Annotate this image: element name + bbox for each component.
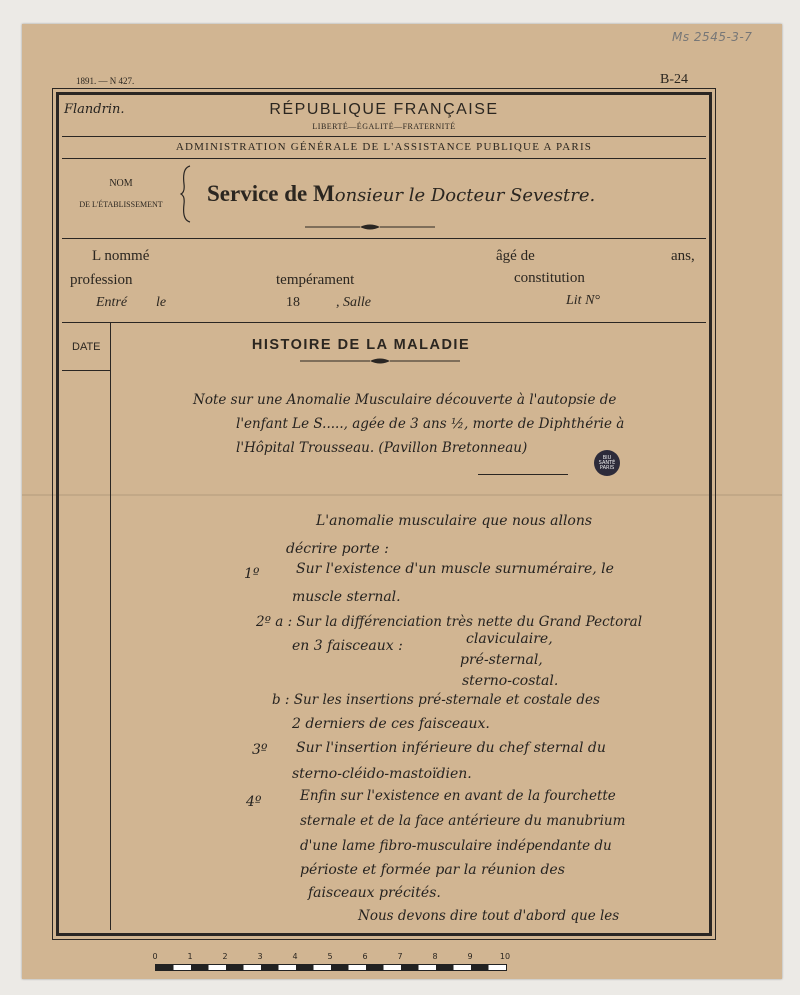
field-salle: , Salle: [336, 295, 371, 310]
service-printed: Service de M: [207, 181, 335, 206]
body-line-4: muscle sternal.: [292, 589, 401, 605]
label-etablissement: DE L'ÉTABLISSEMENT: [79, 200, 163, 209]
header-motto: LIBERTÉ—ÉGALITÉ—FRATERNITÉ: [312, 122, 456, 131]
item-number-4: 4º: [246, 794, 262, 810]
form-number: 1891. — N 427.: [76, 76, 135, 86]
body-line-10: b : Sur les insertions pré-sternale et costale des: [272, 692, 600, 708]
body-line-5: 2º a : Sur la différenciation très nette du Grand Pectoral: [256, 614, 643, 630]
ruler-label: 10: [499, 952, 511, 961]
body-line-15: sternale et de la face antérieure du manubrium: [300, 813, 626, 829]
field-nomme: L nommé: [92, 248, 150, 264]
field-profession: profession: [70, 272, 133, 288]
fields-divider: [62, 322, 706, 323]
date-underline: [62, 370, 110, 371]
body-line-12: Sur l'insertion inférieure du chef sternal du: [296, 740, 606, 756]
date-column-divider: [110, 322, 111, 930]
section-title: HISTOIRE DE LA MALADIE: [251, 337, 471, 353]
field-constitution: constitution: [514, 270, 585, 286]
ruler-label: 4: [292, 952, 298, 961]
item-number-1: 1º: [244, 566, 260, 582]
title-ornament: [300, 356, 460, 366]
body-line-8: pré-sternal,: [460, 652, 543, 668]
note-line-1: Note sur une Anomalie Musculaire découverte à l'autopsie de: [193, 392, 617, 408]
scale-ruler: [152, 952, 511, 974]
field-entre: Entré: [96, 295, 128, 310]
body-line-7: claviculaire,: [466, 631, 553, 647]
header-divider-2: [62, 158, 706, 159]
header-annotation: Flandrin.: [64, 102, 125, 117]
establishment-divider: [62, 238, 706, 239]
field-temperament: tempérament: [276, 272, 355, 288]
field-ans: ans,: [671, 248, 695, 264]
service-line: [207, 181, 595, 207]
body-line-9: sterno-costal.: [462, 673, 559, 689]
body-line-14: Enfin sur l'existence en avant de la fourchette: [300, 788, 616, 804]
archive-reference: Ms 2545-3-7: [672, 30, 753, 44]
ruler-label: 6: [362, 952, 368, 961]
body-line-3: Sur l'existence d'un muscle surnuméraire, le: [296, 561, 614, 577]
body-line-17: périoste et formée par la réunion des: [300, 862, 565, 878]
field-le: le: [156, 295, 167, 310]
body-line-2: décrire porte :: [286, 541, 389, 557]
label-nom: NOM: [109, 178, 133, 189]
ruler-label: 5: [327, 952, 333, 961]
header-administration: ADMINISTRATION GÉNÉRALE DE L'ASSISTANCE PUBLIQUE A PARIS: [175, 141, 593, 153]
body-line-6: en 3 faisceaux :: [292, 638, 403, 654]
library-stamp: BIU SANTÉ PARIS: [594, 450, 620, 476]
service-ornament: [305, 222, 435, 232]
brace-ornament: [180, 164, 194, 224]
ruler-label: 7: [397, 952, 403, 961]
field-lit: Lit N°: [566, 293, 601, 308]
body-line-19: Nous devons dire tout d'abord que les: [358, 908, 620, 924]
date-label: DATE: [72, 341, 101, 353]
form-code: B-24: [660, 72, 688, 87]
ruler-label: 9: [467, 952, 473, 961]
service-handwritten: onsieur le Docteur Sevestre.: [334, 185, 596, 206]
field-year: 18: [286, 295, 300, 310]
ruler-label: 0: [152, 952, 158, 961]
note-line-3: l'Hôpital Trousseau. (Pavillon Bretonneau): [236, 440, 528, 456]
body-line-11: 2 derniers de ces faisceaux.: [292, 716, 490, 732]
note-line-2: l'enfant Le S....., agée de 3 ans ½, morte de Diphthérie à: [236, 416, 625, 432]
note-underline: [478, 474, 568, 475]
header-divider: [62, 136, 706, 137]
scale-bar: [155, 964, 507, 971]
body-line-13: sterno-cléido-mastoïdien.: [292, 766, 472, 782]
ruler-label: 8: [432, 952, 438, 961]
ruler-label: 1: [187, 952, 193, 961]
body-line-18: faisceaux précités.: [308, 885, 441, 901]
body-line-1: L'anomalie musculaire que nous allons: [316, 513, 593, 529]
item-number-3: 3º: [252, 742, 268, 758]
body-line-16: d'une lame fibro-musculaire indépendante du: [300, 838, 612, 854]
ruler-label: 2: [222, 952, 228, 961]
header-title: RÉPUBLIQUE FRANÇAISE: [269, 101, 499, 118]
field-age: âgé de: [496, 248, 535, 264]
ruler-label: 3: [257, 952, 263, 961]
